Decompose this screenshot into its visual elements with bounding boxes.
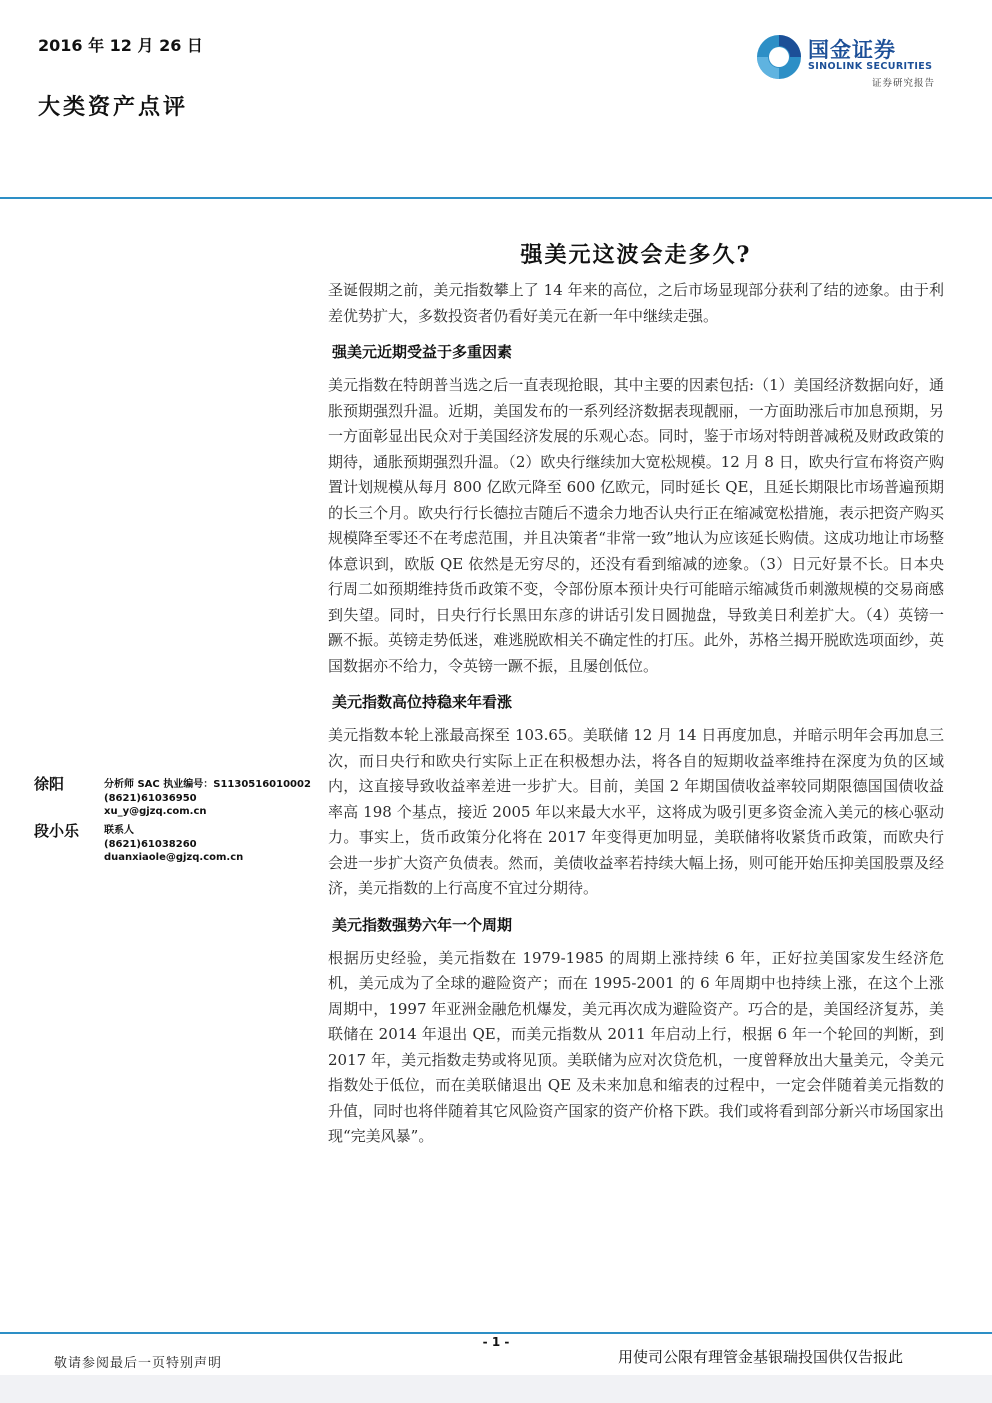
section-paragraph: 美元指数在特朗普当选之后一直表现抢眼，其中主要的因素包括:（1）美国经济数据向好，通胀预期强烈升温。近期，美国发布的一系列经济数据表现靓丽，一方面助涨后市加息预期，另一方面彰显出民众对于美国经济发展的乐观心态。同时，鉴于市场对特朗普减税及财政政策的期待，通胀预期强烈升温。（2）欧央行继续加大宽松规模。12 月 8 日，欧央行宣布将资产购置计划规模从每月 800 亿欧元降至 600 亿欧元，同时延长 QE，且延长期限比市场普遍预期的长三个月。欧央行行长德拉吉随后不遗余力地否认央行正在缩减宽松措施，表示把资产购买规模降至零还不在考虑范围，并且决策者“非常一致”地认为应该延长购债。这成功地让市场整体意识到，欧版 QE 依然是无穷尽的，还没有看到缩减的迹象。（3）日元好景不长。日本央行周二如预期维持货币政策不变，令部份原本预计央行可能暗示缩减货币刺激规模的交易商感到失望。同时，日央行行长黑田东彦的讲话引发日圆抛盘，导致美日利差扩大。（4）英镑一蹶不振。英镑走势低迷，难逃脱欧相关不确定性的打压。此外，苏格兰揭开脱欧选项面纱，英国数据亦不给力，令英镑一蹶不振，且屡创低位。	[328, 376, 944, 675]
contact-name: 段小乐	[34, 822, 80, 840]
logo-english-name: SINOLINK SECURITIES	[808, 61, 933, 72]
article-body	[328, 278, 944, 1150]
logo-chinese-name: 国金证券	[808, 38, 896, 62]
contact-email[interactable]: duanxiaole@gjzq.com.cn	[104, 852, 244, 863]
contact-phone: (8621)61038260	[104, 838, 197, 850]
section-paragraph: 美元指数本轮上涨最高探至 103.65。美联储 12 月 14 日再度加息，并暗示明年会再加息三次，而日央行和欧央行实际上正在积极想办法，将各自的短期收益率维持在深度为负的区域内，这直接导致收益率差进一步扩大。目前，美国 2 年期国债收益率较同期限德国国债收益率高 198 个基点，接近 2005 年以来最大水平，这将成为吸引更多资金流入美元的核心驱动力。事实上，货币政策分化将在 2017 年变得更加明显，美联储将收紧货币政策，而欧央行会进一步扩大资产负债表。然而，美债收益率若持续大幅上扬，则可能开始压抑美国股票及经济，美元指数的上行高度不宜过分期待。	[328, 726, 944, 897]
analyst-email[interactable]: xu_y@gjzq.com.cn	[104, 806, 207, 817]
footer-band	[0, 1375, 992, 1403]
report-date: 2016 年 12 月 26 日	[38, 36, 203, 55]
section-paragraph: 根据历史经验，美元指数在 1979-1985 的周期上涨持续 6 年，正好拉美国家发生经济危机，美元成为了全球的避险资产；而在 1995-2001 的 6 年周期中也持续上涨，在这个上涨周期中，1997 年亚洲金融危机爆发，美元再次成为避险资产。巧合的是，美国经济复苏，美联储在 2014 年退出 QE，而美元指数从 2011 年启动上行，根据 6 年一个轮回的判断，到 2017 年，美元指数走势或将见顶。美联储为应对次贷危机，一度曾释放出大量美元，令美元指数处于低位，而在美联储退出 QE 及未来加息和缩表的过程中，一定会伴随着美元指数的升值，同时也将伴随着其它风险资产国家的资产价格下跌。我们或将看到部分新兴市场国家出现“完美风暴”。	[328, 948, 944, 1145]
footer-divider	[0, 1332, 992, 1334]
section-heading: 美元指数高位持稳来年看涨	[332, 693, 513, 711]
analyst-phone: (8621)61036950	[104, 792, 197, 804]
intro-paragraph: 圣诞假期之前，美元指数攀上了 14 年来的高位，之后市场显现部分获利了结的迹象。由于利差优势扩大，多数投资者仍看好美元在新一年中继续走强。	[328, 281, 944, 325]
footer-usage-notice: 用使司公限有理管金基银瑞投国供仅告报此	[618, 1348, 904, 1366]
report-category: 大类资产点评	[38, 94, 189, 120]
section-heading: 强美元近期受益于多重因素	[332, 343, 513, 361]
logo-subtitle: 证券研究报告	[872, 78, 936, 89]
footer-disclaimer: 敬请参阅最后一页特别声明	[54, 1356, 223, 1371]
section-heading: 美元指数强势六年一个周期	[332, 915, 513, 934]
header-divider	[0, 197, 992, 199]
logo-mark-icon	[754, 32, 804, 82]
company-logo	[754, 32, 954, 88]
analyst-info	[104, 778, 311, 819]
article-title: 强美元这波会走多久?	[520, 242, 752, 268]
analyst-credential: 分析师 SAC 执业编号：S1130516010002	[104, 779, 311, 790]
analyst-name: 徐阳	[34, 775, 65, 793]
contact-role: 联系人	[104, 825, 134, 836]
contact-info	[104, 824, 243, 865]
page-number: - 1 -	[482, 1335, 510, 1349]
